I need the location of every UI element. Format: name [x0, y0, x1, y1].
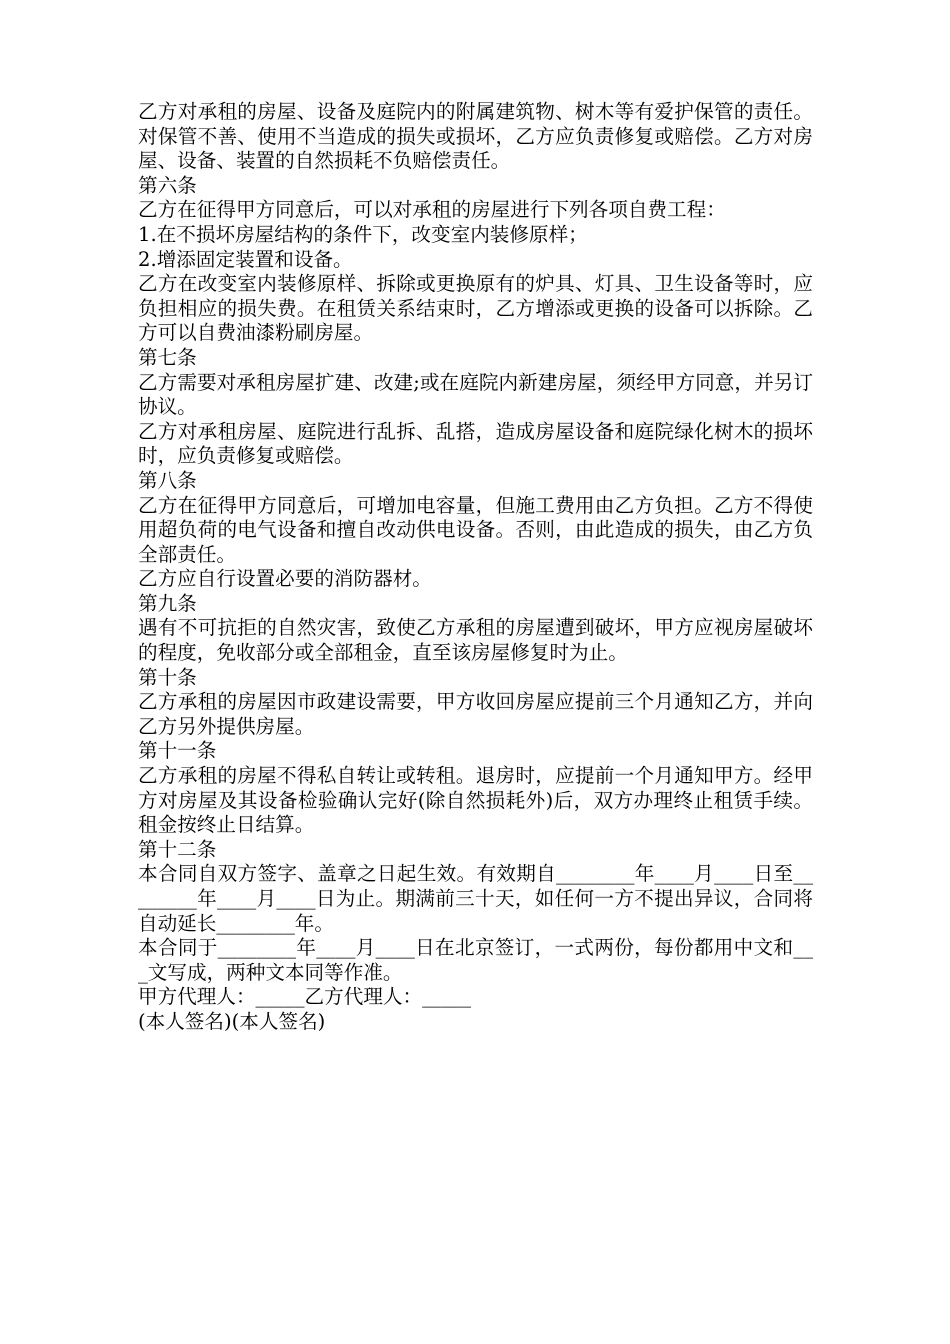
document-page	[138, 100, 813, 1035]
agents-signature-line: 甲方代理人：_____乙方代理人：_____	[138, 985, 472, 1009]
article-9-heading: 第九条	[138, 591, 197, 615]
article-12-heading: 第十二条	[138, 837, 217, 861]
article-8-text-1: 乙方在征得甲方同意后，可增加电容量，但施工费用由乙方负担。乙方不得使用超负荷的电气设备和擅自改动供电设备。否则，由此造成的损失，由乙方负全部责任。	[138, 493, 813, 566]
article-8-text-2: 乙方应自行设置必要的消防器材。	[138, 567, 432, 591]
signature-note: (本人签名)(本人签名)	[138, 1009, 326, 1033]
article-6-text: 乙方在改变室内装修原样、拆除或更换原有的炉具、灯具、卫生设备等时，应负担相应的损失费。在租赁关系结束时，乙方增添或更换的设备可以拆除。乙方可以自费油漆粉刷房屋。	[138, 272, 813, 345]
article-12-text-2: 本合同于________年____月____日在北京签订，一式两份，每份都用中文和___文写成，两种文本同等作准。	[138, 936, 813, 984]
article-6-item-1: 1.在不损坏房屋结构的条件下，改变室内装修原样；	[138, 222, 588, 246]
article-6-heading: 第六条	[138, 173, 197, 197]
article-11-text: 乙方承租的房屋不得私自转让或转租。退房时，应提前一个月通知甲方。经甲方对房屋及其设备检验确认完好(除自然损耗外)后，双方办理终止租赁手续。租金按终止日结算。	[138, 764, 813, 837]
article-9-text: 遇有不可抗拒的自然灾害，致使乙方承租的房屋遭到破坏，甲方应视房屋破坏的程度，免收部分或全部租金，直至该房屋修复时为止。	[138, 616, 813, 665]
article-7-heading: 第七条	[138, 345, 197, 369]
article-10-heading: 第十条	[138, 665, 197, 689]
article-7-text-1: 乙方需要对承租房屋扩建、改建;或在庭院内新建房屋，须经甲方同意，并另订协议。	[138, 370, 813, 419]
article-8-heading: 第八条	[138, 468, 197, 492]
article-6-item-2: 2.增添固定装置和设备。	[138, 247, 353, 271]
article-5-text: 乙方对承租的房屋、设备及庭院内的附属建筑物、树木等有爱护保管的责任。对保管不善、使用不当造成的损失或损坏，乙方应负责修复或赔偿。乙方对房屋、设备、装置的自然损耗不负赔偿责任。	[138, 100, 813, 173]
article-6-intro: 乙方在征得甲方同意后，可以对承租的房屋进行下列各项自费工程：	[138, 198, 726, 222]
article-11-heading: 第十一条	[138, 739, 217, 763]
article-10-text: 乙方承租的房屋因市政建设需要，甲方收回房屋应提前三个月通知乙方，并向乙方另外提供房屋。	[138, 690, 813, 738]
article-12-text-1: 本合同自双方签字、盖章之日起生效。有效期自________年____月____日至________年____月____日为止。期满前三十天，如任何一方不提出异议，合同将自动延长________年。	[138, 862, 813, 935]
article-7-text-2: 乙方对承租房屋、庭院进行乱拆、乱搭，造成房屋设备和庭院绿化树木的损坏时，应负责修复或赔偿。	[138, 419, 813, 468]
